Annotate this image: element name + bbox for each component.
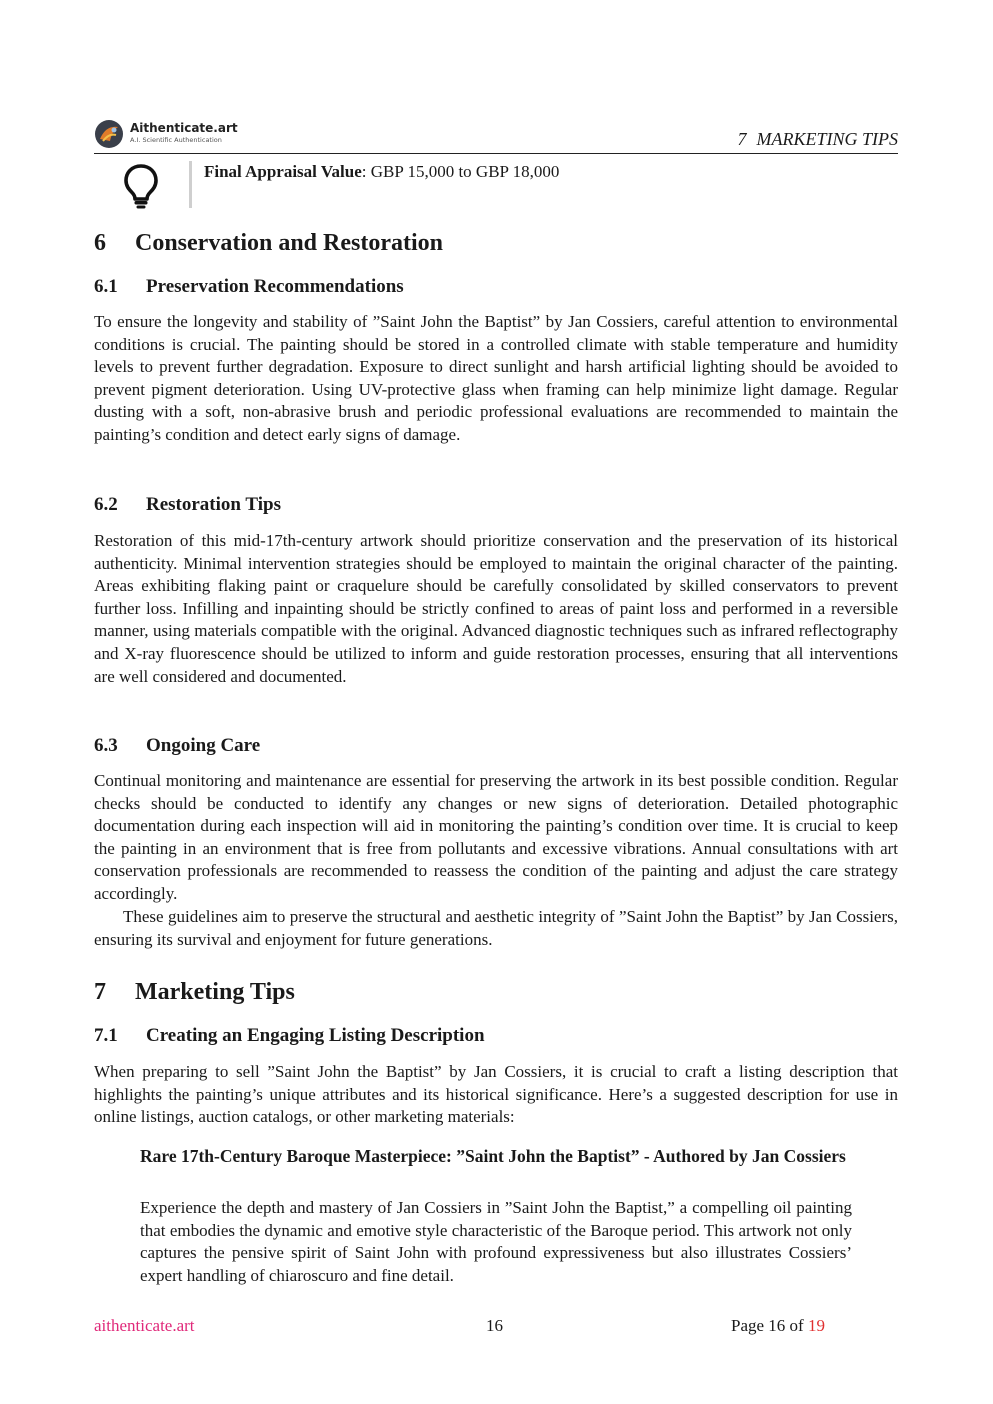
subsection-heading-7-1 (94, 1025, 485, 1047)
subsection-title: Restoration Tips (146, 494, 281, 515)
header-rule (94, 153, 898, 154)
footer-page-total[interactable]: 19 (807, 1316, 825, 1335)
lightbulb-icon (122, 163, 160, 209)
listing-title: Rare 17th-Century Baroque Masterpiece: ”Saint John the Baptist” - Authored by Jan Cossiers (140, 1146, 846, 1166)
section-heading-7 (94, 979, 295, 1006)
footer-page-count (731, 1316, 825, 1336)
section-title: Marketing Tips (135, 979, 295, 1005)
section-title: Conservation and Restoration (135, 230, 444, 256)
subsection-number: 6.3 (94, 735, 118, 756)
paragraph-ongoing-care: Continual monitoring and maintenance are essential for preserving the artwork in its best possible condition. Regular checks should be conducted to identify any changes or new signs of deterioration. Detailed photographic documentation during each inspection will aid in monitoring the painting’s condition over time. It is crucial to keep the painting in an environment that is free from pollutants and excessive vibrations. Annual consultations with art conservation professionals are recommended to reassess the condition of the painting and adjust the care strategy accordingly. (94, 771, 898, 903)
logo-name: Aithenticate.art (130, 121, 238, 135)
paragraph-guidelines: These guidelines aim to preserve the structural and aesthetic integrity of ”Saint John the Baptist” by Jan Cossiers, ensuring its survival and enjoyment for future generations. (94, 907, 898, 949)
subsection-number: 6.2 (94, 494, 118, 515)
paragraph-listing-intro: When preparing to sell ”Saint John the Baptist” by Jan Cossiers, it is crucial to craft a listing description that highlights the painting’s unique attributes and its historical significance. Here’s a suggested description for use in online listings, auction catalogs, or other marketing materials: (94, 1062, 898, 1127)
section-number: 7 (94, 979, 106, 1005)
running-head (738, 129, 899, 150)
running-head-title: MARKETING TIPS (756, 129, 898, 149)
paragraph-restoration: Restoration of this mid-17th-century artwork should prioritize conservation and the preservation of its historical authenticity. Minimal intervention strategies should be employed to maintain the original character of the painting. Areas exhibiting flaking paint or craquelure should be carefully consolidated by skilled conservators to prevent further loss. Infilling and inpainting should be strictly confined to areas of paint loss and performed in a reversible manner, using materials compatible with the original. Advanced diagnostic techniques such as infrared reflectography and X-ray fluorescence should be utilized to inform and guide restoration processes, ensuring that all interventions are well considered and documented. (94, 531, 898, 686)
paragraph-preservation: To ensure the longevity and stability of ”Saint John the Baptist” by Jan Cossiers, careful attention to environmental conditions is crucial. The painting should be stored in a controlled climate with stable temperature and humidity levels to prevent further degradation. Exposure to direct sunlight and harsh artificial lighting should be avoided to prevent pigment deterioration. Using UV-protective glass when framing can help minimize light damage. Regular dusting with a soft, non-abrasive brush and periodic professional evaluations are recommended to maintain the painting’s condition and detect early signs of damage. (94, 312, 898, 444)
subsection-title: Ongoing Care (146, 735, 261, 756)
logo-mark-icon (94, 119, 124, 149)
footer-page-prefix: Page 16 of (731, 1316, 804, 1335)
subsection-title: Creating an Engaging Listing Description (146, 1025, 485, 1046)
footer-site-link[interactable]: aithenticate.art (94, 1316, 195, 1335)
section-heading-6 (94, 230, 443, 257)
subsection-number: 7.1 (94, 1025, 118, 1046)
logo (94, 119, 238, 149)
listing-body: Experience the depth and mastery of Jan Cossiers in ”Saint John the Baptist,” a compelling oil painting that embodies the dynamic and emotive style characteristic of the Baroque period. This artwork not only captures the pensive spirit of Saint John with profound expressiveness but also illustrates Cossiers’ expert handling of chiaroscuro and fine detail. (140, 1198, 852, 1285)
appraisal-label: Final Appraisal Value (204, 162, 362, 181)
running-head-number: 7 (737, 129, 747, 149)
section-number: 6 (94, 230, 106, 256)
callout-bar (189, 161, 192, 208)
appraisal-value: : GBP 15,000 to GBP 18,000 (361, 162, 560, 181)
subsection-heading-6-3 (94, 735, 260, 757)
subsection-heading-6-1 (94, 276, 404, 298)
logo-tagline: A.I. Scientific Authentication (130, 136, 222, 144)
subsection-number: 6.1 (94, 276, 118, 297)
footer-page-number: 16 (486, 1316, 503, 1335)
subsection-heading-6-2 (94, 494, 281, 516)
appraisal-callout (204, 162, 559, 182)
subsection-title: Preservation Recommendations (146, 276, 404, 297)
